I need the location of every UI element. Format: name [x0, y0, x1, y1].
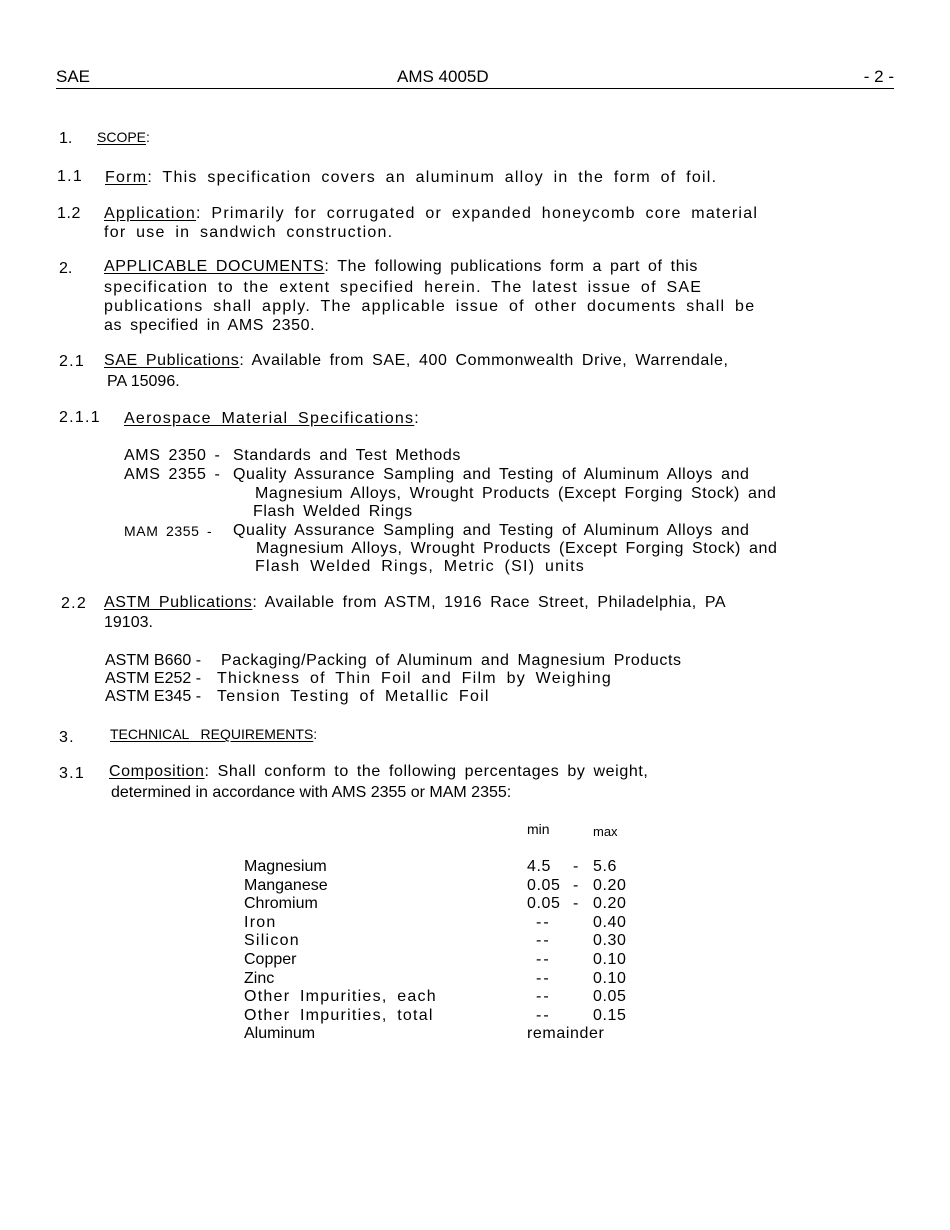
section-2-line3: publications shall apply. The applicable issue of other documents shall be — [104, 298, 756, 315]
composition-range-dashes — [573, 858, 578, 914]
ams-doc-id: AMS 2350 - — [124, 447, 221, 464]
astm-doc-id: ASTM E252 - — [105, 670, 202, 687]
composition-min: remainder — [527, 1025, 605, 1043]
section-3-1-title: Composition — [109, 763, 205, 780]
section-3-1-line1 — [109, 762, 648, 781]
section-2-1-1-number: 2.1.1 — [59, 409, 101, 426]
ams-doc-title: Standards and Test Methods — [233, 447, 461, 464]
section-1-title: SCOPE — [97, 129, 147, 145]
section-1-2-number: 1.2 — [57, 205, 82, 222]
composition-element: Other Impurities, total — [244, 1006, 434, 1024]
section-2-line1 — [104, 257, 698, 276]
composition-min: -- — [536, 913, 551, 931]
header-spec-number: AMS 4005D — [397, 67, 489, 86]
composition-max-values — [593, 858, 627, 1025]
composition-min: -- — [536, 1006, 551, 1024]
composition-element: Magnesium — [244, 858, 327, 875]
ams-doc-title: Quality Assurance Sampling and Testing of Aluminum Alloys and — [233, 466, 750, 483]
astm-doc-id: ASTM E345 - — [105, 688, 202, 705]
section-1-2-line1 — [104, 204, 758, 223]
section-1-heading — [97, 128, 150, 147]
composition-max: 5.6 — [593, 858, 618, 875]
composition-element: Chromium — [244, 895, 318, 913]
section-1-1-para — [105, 168, 717, 187]
astm-doc-id: ASTM B660 - — [105, 652, 202, 669]
header-org: SAE — [56, 67, 91, 86]
ams-doc-title: Quality Assurance Sampling and Testing of Aluminum Alloys and — [233, 522, 750, 539]
composition-col-max: max — [593, 824, 618, 839]
ams-doc-title-cont: Flash Welded Rings, Metric (SI) units — [255, 558, 586, 575]
composition-element: Zinc — [244, 969, 275, 987]
section-3-title: TECHNICAL REQUIREMENTS — [110, 726, 314, 742]
section-2-2-text1: : Available from ASTM, 1916 Race Street, Philadelphia, PA — [252, 594, 727, 611]
section-1-1-number: 1.1 — [57, 168, 83, 185]
section-2-number: 2. — [59, 260, 73, 277]
composition-element: Copper — [244, 950, 297, 968]
composition-col-min: min — [527, 821, 550, 837]
section-2-1-1-heading — [124, 409, 420, 428]
composition-max: 0.40 — [593, 913, 627, 931]
composition-max: 0.10 — [593, 950, 627, 968]
ams-doc-title-cont: Flash Welded Rings — [253, 503, 413, 520]
composition-element: Other Impurities, each — [244, 988, 437, 1006]
section-2-1-1-colon: : — [414, 410, 420, 427]
header-page-number: - 2 - — [863, 67, 894, 86]
composition-max: 0.30 — [593, 932, 627, 950]
section-1-colon: : — [146, 129, 150, 145]
section-2-2-line2: 19103. — [104, 614, 153, 631]
page-header — [56, 66, 894, 89]
section-1-1-title: Form — [105, 169, 148, 186]
section-1-2-text1: : Primarily for corrugated or expanded honeycomb core material — [196, 205, 759, 222]
section-1-number: 1. — [59, 130, 73, 147]
composition-min: 0.05 — [527, 876, 561, 894]
composition-max: 0.05 — [593, 988, 627, 1006]
section-2-line2: specification to the extent specified herein. The latest issue of SAE — [104, 279, 703, 296]
ams-doc-id: AMS 2355 - — [124, 466, 221, 483]
composition-element: Iron — [244, 913, 277, 931]
composition-max: 0.20 — [593, 876, 627, 894]
astm-doc-title: Tension Testing of Metallic Foil — [217, 688, 490, 705]
composition-min: 4.5 — [527, 858, 552, 875]
composition-elements — [244, 858, 437, 1044]
astm-doc-title: Thickness of Thin Foil and Film by Weighing — [217, 670, 613, 687]
ams-doc-id: MAM 2355 - — [124, 523, 213, 539]
section-1-2-line2: for use in sandwich construction. — [104, 224, 394, 241]
section-3-1-line2: determined in accordance with AMS 2355 or MAM 2355: — [111, 784, 512, 801]
composition-element: Manganese — [244, 876, 328, 894]
composition-range-dash: - — [573, 858, 579, 875]
section-3-1-text1: : Shall conform to the following percentages by weight, — [204, 763, 649, 780]
composition-range-dash: - — [573, 895, 579, 913]
composition-range-dash: - — [573, 876, 579, 894]
section-2-2-line1 — [104, 593, 726, 612]
section-3-heading — [110, 725, 317, 744]
section-2-1-title: SAE Publications — [104, 352, 240, 369]
section-2-1-number: 2.1 — [59, 353, 85, 370]
section-1-1-text: : This specification covers an aluminum alloy in the form of foil. — [147, 169, 718, 186]
composition-element: Aluminum — [244, 1025, 316, 1043]
section-1-2-title: Application — [104, 205, 197, 222]
section-3-number: 3. — [59, 729, 75, 746]
section-2-1-1-title: Aerospace Material Specifications — [124, 410, 415, 427]
composition-min: 0.05 — [527, 895, 561, 913]
section-3-colon: : — [313, 726, 318, 742]
section-2-title: APPLICABLE DOCUMENTS — [104, 258, 325, 275]
composition-min: -- — [536, 988, 551, 1006]
composition-min: -- — [536, 969, 551, 987]
section-2-1-line2: PA 15096. — [107, 373, 180, 390]
ams-doc-title-cont: Magnesium Alloys, Wrought Products (Except Forging Stock) and — [256, 540, 778, 557]
section-2-text1: : The following publications form a part of this — [324, 258, 698, 275]
composition-max: 0.15 — [593, 1006, 627, 1024]
composition-min: -- — [536, 932, 551, 950]
section-2-2-title: ASTM Publications — [104, 594, 253, 611]
section-2-line4: as specified in AMS 2350. — [104, 317, 316, 334]
composition-element: Silicon — [244, 932, 300, 950]
ams-doc-title-cont: Magnesium Alloys, Wrought Products (Except Forging Stock) and — [255, 485, 777, 502]
section-3-1-number: 3.1 — [59, 765, 85, 782]
astm-doc-title: Packaging/Packing of Aluminum and Magnesium Products — [221, 652, 682, 669]
section-2-1-line1 — [104, 351, 729, 370]
composition-max: 0.10 — [593, 969, 627, 987]
section-2-2-number: 2.2 — [61, 595, 87, 612]
section-2-1-text1: : Available from SAE, 400 Commonwealth Drive, Warrendale, — [239, 352, 729, 369]
composition-max: 0.20 — [593, 895, 627, 913]
composition-min: -- — [536, 950, 551, 968]
